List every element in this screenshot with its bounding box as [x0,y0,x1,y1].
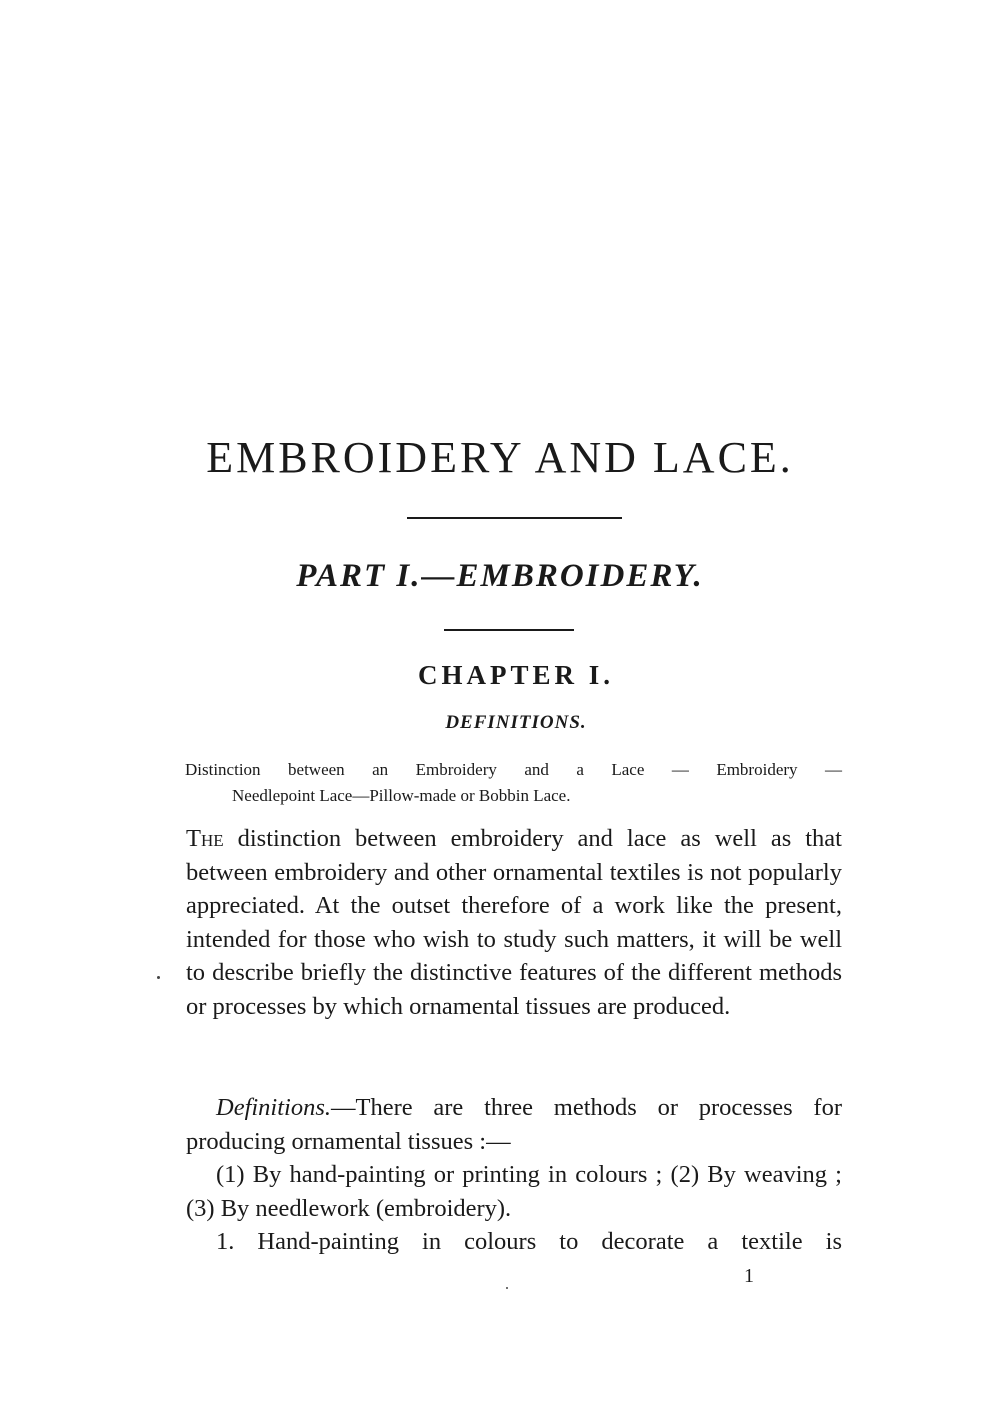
body-paragraph-2 [186,1091,842,1158]
book-title: EMBROIDERY AND LACE. [206,433,794,482]
body-paragraph-2-text: —There are three methods or processes for producing ornamental tissues :— [186,1094,842,1155]
body-paragraph-1-text: distinction between embroidery and lace as well as that between embroidery and other ornamental textiles is not popularly appreciated. At the outset therefore of a work like the present, intended for those who wish to study such matters, it will be well to describe briefly the distinctive features of the different methods or processes by which ornamental tissues are produced. [186,825,842,1020]
print-speck [506,1287,508,1289]
page-number: 1 [744,1265,754,1287]
print-speck [157,976,160,979]
title-divider [407,517,622,519]
chapter-title: CHAPTER I. [417,660,614,690]
part-divider [444,629,574,631]
part-title: PART I.—EMBROIDERY. [296,558,704,594]
body-paragraph-1 [186,822,842,1024]
drop-lead-word: The [186,825,224,852]
chapter-summary-line-1: Distinction between an Embroidery and a Lace — Embroidery — [185,760,842,779]
chapter-summary-line-2: Needlepoint Lace—Pillow-made or Bobbin Lace. [232,786,571,805]
body-paragraph-4: 1. Hand-painting in colours to decorate a textile is [216,1228,842,1255]
definitions-heading: Definitions. [216,1094,332,1121]
chapter-subtitle: DEFINITIONS. [445,712,587,733]
body-paragraph-3: (1) By hand-painting or printing in colours ; (2) By weaving ; (3) By needlework (embroidery). [186,1161,842,1222]
